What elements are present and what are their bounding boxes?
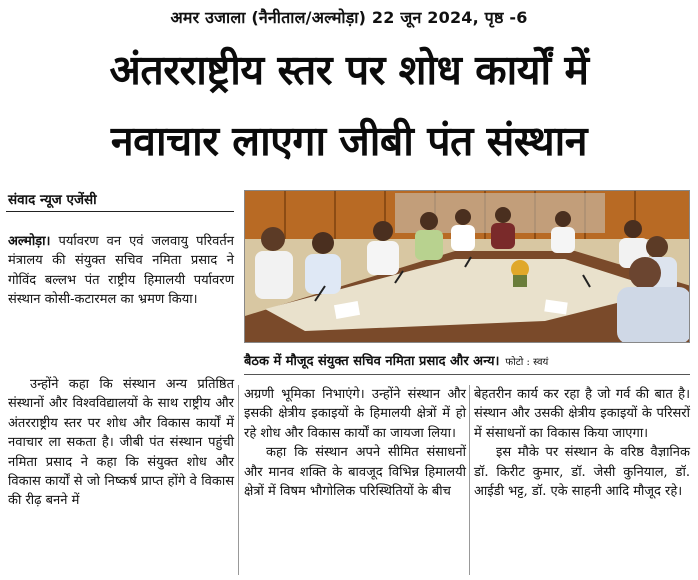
column-divider-1 — [238, 385, 239, 575]
article-column-1-top — [8, 232, 234, 310]
article-paragraph-1 — [8, 232, 234, 310]
photo-credit: फोटो : स्वयं — [505, 357, 549, 368]
article-paragraph-4: कहा कि संस्थान अपने सीमित संसाधनों और मानव शक्ति के बावजूद विभिन्न हिमालयी क्षेत्रों में विषम भौगोलिक परिस्थितियों के बीच — [244, 445, 466, 500]
photo-caption — [244, 351, 690, 369]
article-paragraph-5: बेहतरीन कार्य कर रहा है जो गर्व की बात है। संस्थान और उसकी क्षेत्रीय इकाइयों के परिसरों में संसाधनों का विकास किया जाएगा। — [474, 387, 690, 441]
column-divider-2 — [469, 385, 470, 575]
agency-divider — [6, 211, 234, 212]
headline-line-1: अंतरराष्ट्रीय स्तर पर शोध कार्यों में — [109, 46, 589, 94]
caption-text: बैठक में मौजूद संयुक्त सचिव नमिता प्रसाद और अन्य। — [244, 354, 500, 369]
paragraph-1-text: पर्यावरण वन एवं जलवायु परिवर्तन मंत्रालय की संयुक्त सचिव नमिता प्रसाद ने गोविंद बल्लभ पंत राष्ट्रीय हिमालयी पर्यावरण संस्थान कोसी-कटारमल का भ्रमण किया। — [8, 234, 235, 308]
news-agency-label: संवाद न्यूज एजेंसी — [8, 192, 97, 208]
newspaper-byline: अमर उजाला (नैनीताल/अल्मोड़ा) 22 जून 2024, पृष्ठ -6 — [170, 8, 528, 27]
article-paragraph-2: उन्होंने कहा कि संस्थान अन्य प्रतिष्ठित संस्थानों और विश्वविद्यालयों के साथ राष्ट्रीय और अंतरराष्ट्रीय स्तर पर शोध और विकास कार्यों में नवाचार ला सकता है। जीबी पंत संस्थान पहुंची नमिता प्रसाद ने कहा कि संयुक्त शोध और विकास कार्यों से जो निष्कर्ष प्राप्त होंगे वे विकास की रीढ़ बनने में — [8, 377, 234, 509]
caption-divider — [244, 374, 690, 375]
article-paragraph-3: अग्रणी भूमिका निभाएंगे। उन्होंने संस्थान और इसकी क्षेत्रीय इकाइयों के हिमालयी क्षेत्रों में हो रहे शोध और विकास कार्यों का जायजा लिया। — [244, 387, 466, 441]
article-column-1-bottom — [8, 375, 234, 511]
article-paragraph-6: इस मौके पर संस्थान के वरिष्ठ वैज्ञानिक डॉ. किरीट कुमार, डॉ. जेसी कुनियाल, डॉ. आईडी भट्ट, डॉ. एके साहनी आदि मौजूद रहे। — [474, 445, 690, 500]
headline-line-2: नवाचार लाएगा जीबी पंत संस्थान — [110, 117, 588, 165]
meeting-photo — [244, 190, 690, 343]
article-column-2 — [244, 385, 466, 501]
article-column-3 — [474, 385, 690, 501]
dateline: अल्मोड़ा। — [8, 234, 51, 249]
